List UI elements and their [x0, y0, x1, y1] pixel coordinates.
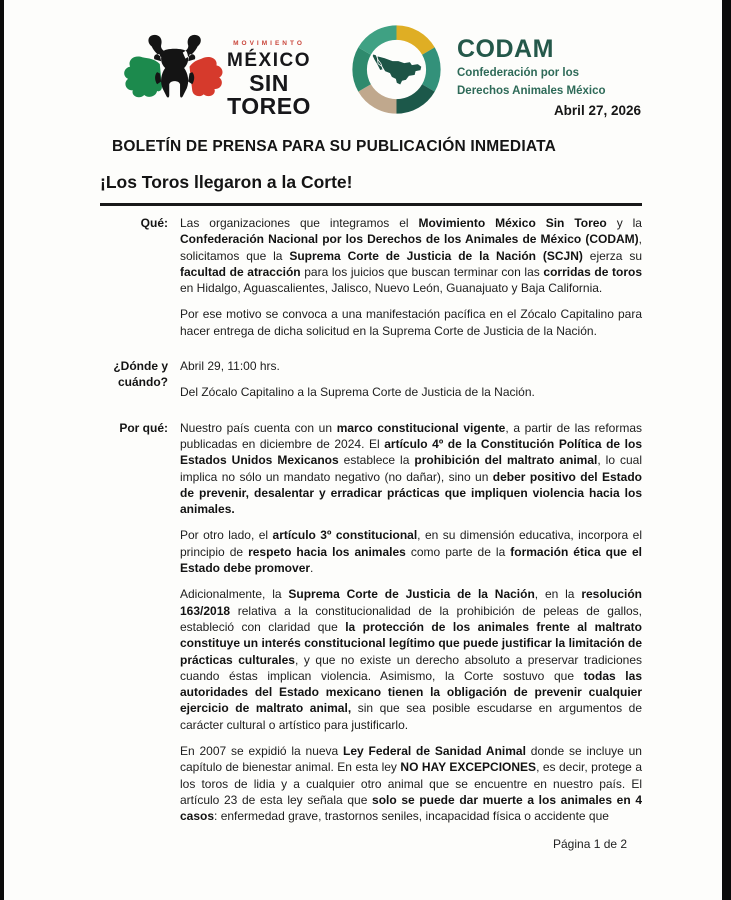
paragraph: Por ese motivo se convoca a una manifestación pacífica en el Zócalo Capitalino para hacer entrega de dicha solicitud en la Suprema Corte de Justicia de la Nación.: [180, 307, 642, 338]
page-number: Página 1 de 2: [553, 837, 628, 851]
codam-wordmark: [457, 37, 606, 99]
sin-toreo-label: SIN TOREO: [227, 69, 311, 119]
paragraph: Abril 29, 11:00 hrs.: [180, 359, 280, 374]
press-release-title: BOLETÍN DE PRENSA PARA SU PUBLICACIÓN INMEDIATA: [112, 138, 556, 155]
section-donde-label: ¿Dónde y cuándo?: [113, 359, 168, 390]
section-donde-body: [180, 358, 642, 401]
section-donde-cuando: [100, 358, 642, 401]
paragraph: Adicionalmente, la Suprema Corte de Justicia de la Nación, en la resolución 163/2018 relativa a la constitucionalidad de la prohibición de peleas de gallos, estableció con claridad que la protección de los animales frente al maltrato constituye un interés constitucional legítimo que puede justificar la limitación de prácticas culturales, y que no existe un derecho absoluto a preservar tradiciones cuando éstas implican violencia. Asimismo, la Corte sostuvo que todas las autoridades del Estado mexicano tienen la obligación de prevenir cualquier ejercicio de maltrato animal, sin que sea posible escudarse en argumentos de carácter cultural o artístico para justificarlo.: [180, 587, 643, 732]
paragraph: Por otro lado, el artículo 3º constitucional, en su dimensión educativa, incorpora el principio de respeto hacia los animales como parte de la formación ética que el Estado debe promover.: [180, 528, 642, 576]
paragraph: Del Zócalo Capitalino a la Suprema Corte de Justicia de la Nación.: [180, 385, 535, 400]
codam-subtitle-line2: Derechos Animales México: [457, 85, 606, 98]
photo-edge-left: [0, 0, 4, 900]
paragraph: En 2007 se expidió la nueva Ley Federal de Sanidad Animal donde se incluye un capítulo de bienestar animal. En esta ley NO HAY EXCEPCIONES, es decir, protege a los toros de lidia y a cualquier otro animal que se encuentre en nuestro país. El artículo 23 de esta ley señala que solo se puede dar muerte a los animales en 4 casos: enfermedad grave, trastornos seniles, incapacidad física o accidente que: [180, 744, 642, 824]
section-que-label: Qué:: [140, 216, 168, 230]
press-release-body: [100, 215, 642, 825]
press-release-headline: ¡Los Toros llegaron a la Corte!: [100, 172, 353, 192]
paragraph: Nuestro país cuenta con un marco constitucional vigente, a partir de las reformas publicadas en diciembre de 2024. El artículo 4º de la Constitución Política de los Estados Unidos Mexicanos establece la prohibición del maltrato animal, lo cual implica no sólo un mandato negativo (no dañar), sino un deber positivo del Estado de prevenir, desalentar y erradicar prácticas que impliquen violencia hacia los animales.: [180, 420, 643, 517]
mexico-map-shape: [372, 54, 421, 85]
section-porque-label: Por qué:: [119, 420, 168, 435]
horizontal-rule: [100, 203, 642, 206]
photo-edge-right: [722, 0, 731, 900]
codam-acronym: CODAM: [457, 35, 554, 63]
codam-subtitle-line1: Confederación por los: [457, 67, 580, 79]
release-date: Abril 27, 2026: [553, 103, 641, 118]
section-porque: [100, 420, 642, 825]
section-que-body: [180, 215, 642, 339]
movimiento-label: MOVIMIENTO: [233, 40, 305, 47]
section-que: [100, 215, 642, 339]
paragraph: Las organizaciones que integramos el Movimiento México Sin Toreo y la Confederación Nacional por los Derechos de los Animales de México (CODAM), solicitamos que la Suprema Corte de Justicia de la Nación (SCJN) ejerza su facultad de atracción para los juicios que buscan terminar con las corridas de toros en Hidalgo, Aguascalientes, Jalisco, Nuevo León, Guanajuato y Baja California.: [180, 216, 643, 296]
section-porque-body: [180, 420, 642, 825]
mexico-label: MÉXICO: [227, 49, 311, 71]
